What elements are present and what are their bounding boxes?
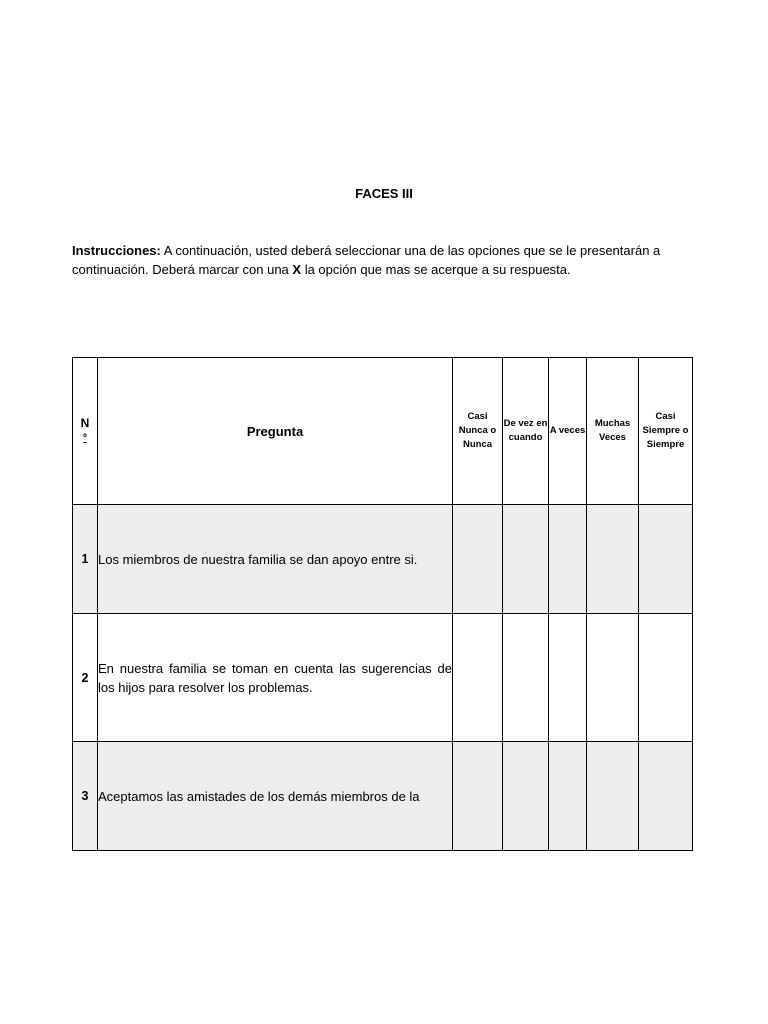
row-number: 1 — [73, 505, 98, 614]
answer-cell-casi-siempre[interactable] — [639, 742, 693, 851]
header-option-a-veces: A veces — [549, 358, 587, 505]
row-number: 2 — [73, 614, 98, 742]
answer-cell-a-veces[interactable] — [549, 614, 587, 742]
answer-cell-de-vez-en-cuando[interactable] — [503, 742, 549, 851]
table-row — [73, 505, 693, 614]
header-option-casi-nunca: Casi Nunca o Nunca — [453, 358, 503, 505]
table-header-row — [73, 358, 693, 505]
document-title: FACES III — [355, 186, 413, 201]
answer-cell-casi-siempre[interactable] — [639, 505, 693, 614]
answer-cell-casi-nunca[interactable] — [453, 505, 503, 614]
header-option-muchas-veces: Muchas Veces — [587, 358, 639, 505]
row-question — [98, 742, 453, 851]
row-question-text: Aceptamos las amistades de los demás miembros de la — [98, 788, 420, 804]
row-question: En nuestra familia se toman en cuenta las sugerencias de los hijos para resolver los problemas. — [98, 614, 453, 742]
header-question: Pregunta — [98, 358, 453, 505]
row-number: 3 — [73, 742, 98, 851]
answer-cell-casi-nunca[interactable] — [453, 742, 503, 851]
answer-cell-muchas-veces[interactable] — [587, 614, 639, 742]
table-row — [73, 742, 693, 851]
instructions-text-1: A continuación, usted deberá seleccionar una de las opciones que se le presentarán a continuación. Deberá marcar con una — [72, 243, 661, 277]
table-row — [73, 614, 693, 742]
answer-cell-a-veces[interactable] — [549, 742, 587, 851]
answer-cell-a-veces[interactable] — [549, 505, 587, 614]
instructions-label: Instrucciones: — [72, 243, 161, 258]
header-option-casi-siempre: Casi Siempre o Siempre — [639, 358, 693, 505]
header-number-o: º — [83, 433, 87, 444]
answer-cell-muchas-veces[interactable] — [587, 742, 639, 851]
answer-cell-de-vez-en-cuando[interactable] — [503, 614, 549, 742]
answer-cell-muchas-veces[interactable] — [587, 505, 639, 614]
survey-table — [72, 357, 693, 851]
row-question: Los miembros de nuestra familia se dan apoyo entre si. — [98, 505, 453, 614]
answer-cell-casi-nunca[interactable] — [453, 614, 503, 742]
answer-cell-casi-siempre[interactable] — [639, 614, 693, 742]
instructions-text-2: la opción que mas se acerque a su respuesta. — [301, 262, 571, 277]
instructions-x-mark: X — [292, 262, 302, 277]
header-option-de-vez-en-cuando: De vez en cuando — [503, 358, 549, 505]
header-number-n: N — [80, 416, 90, 430]
instructions-paragraph — [72, 241, 697, 279]
answer-cell-de-vez-en-cuando[interactable] — [503, 505, 549, 614]
header-number — [73, 358, 98, 505]
